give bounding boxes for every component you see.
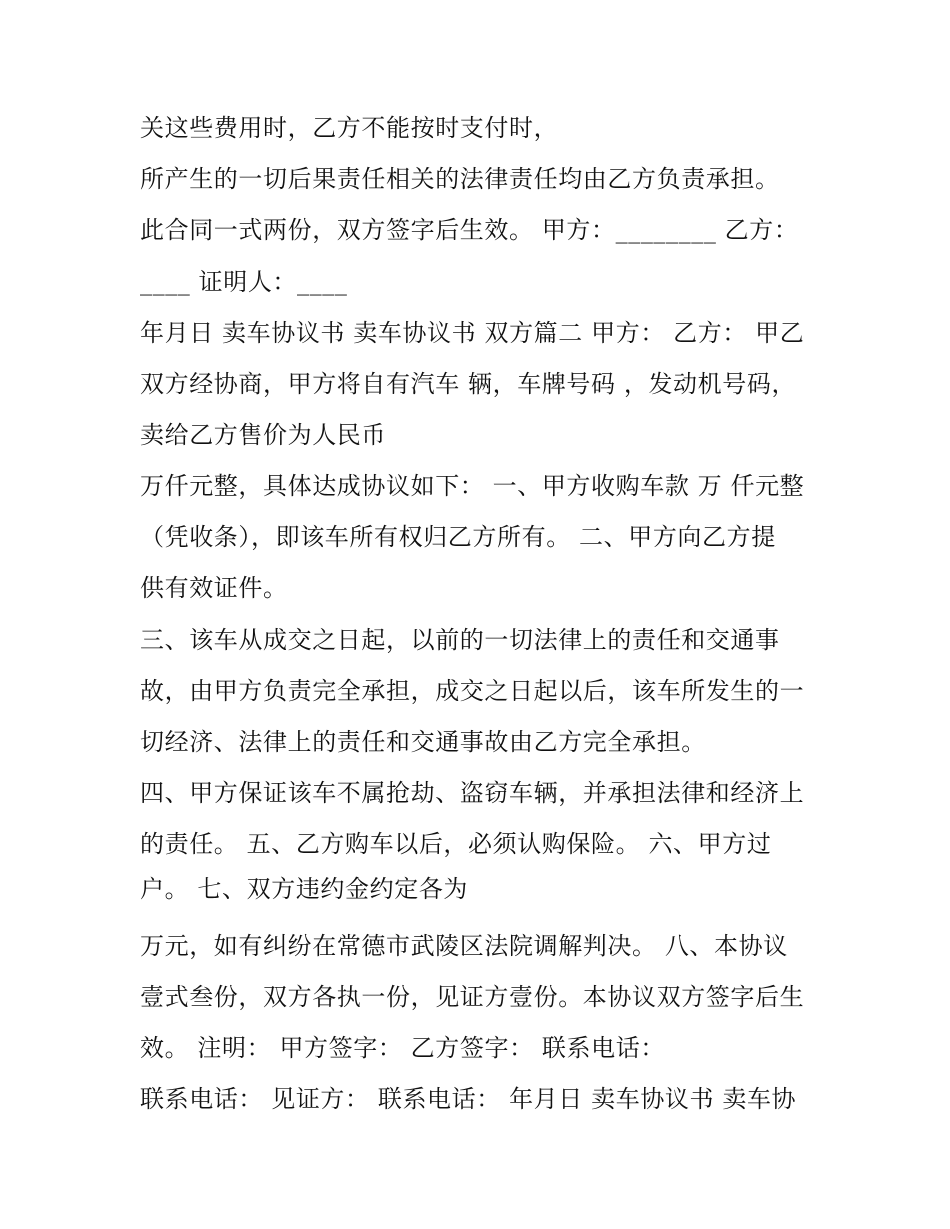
text-line: 三、该车从成交之日起，以前的一切法律上的责任和交通事 — [140, 626, 780, 654]
text-line: 故，由甲方负责完全承担，成交之日起以后，该车所发生的一 — [140, 677, 805, 705]
text-line: 的责任。 五、乙方购车以后，必须认购保险。 六、甲方过 — [140, 830, 772, 858]
text-line: 供有效证件。 — [140, 574, 288, 602]
text-line: 联系电话： 见证方： 联系电话： 年月日 卖车协议书 卖车协 — [140, 1085, 797, 1113]
text-line: 关这些费用时，乙方不能按时支付时， — [140, 114, 559, 142]
text-line: ____ 证明人：____ — [140, 268, 348, 296]
text-line: 双方经协商，甲方将自有汽车 辆，车牌号码 ，发动机号码， — [140, 370, 797, 398]
text-line: 效。 注明： 甲方签字： 乙方签字： 联系电话： — [140, 1034, 665, 1062]
text-line: 户。 七、双方违约金约定各为 — [140, 875, 469, 903]
text-line: 壹式叁份，双方各执一份，见证方壹份。本协议双方签字后生 — [140, 983, 805, 1011]
text-line: 切经济、法律上的责任和交通事故由乙方完全承担。 — [140, 728, 706, 756]
text-line: 万元，如有纠纷在常德市武陵区法院调解判决。 八、本协议 — [140, 932, 788, 960]
text-line: 四、甲方保证该车不属抢劫、盗窃车辆，并承担法律和经济上 — [140, 779, 805, 807]
text-line: 所产生的一切后果责任相关的法律责任均由乙方负责承担。 — [140, 165, 780, 193]
text-line: 此合同一式两份，双方签字后生效。 甲方：________ 乙方： — [140, 216, 799, 244]
text-line: 万仟元整，具体达成协议如下： 一、甲方收购车款 万 仟元整 — [140, 472, 805, 500]
text-line: 年月日 卖车协议书 卖车协议书 双方篇二 甲方： 乙方： 甲乙 — [140, 319, 805, 347]
text-line: （凭收条），即该车所有权归乙方所有。 二、甲方向乙方提 — [140, 523, 776, 551]
text-line: 卖给乙方售价为人民币 — [140, 421, 386, 449]
